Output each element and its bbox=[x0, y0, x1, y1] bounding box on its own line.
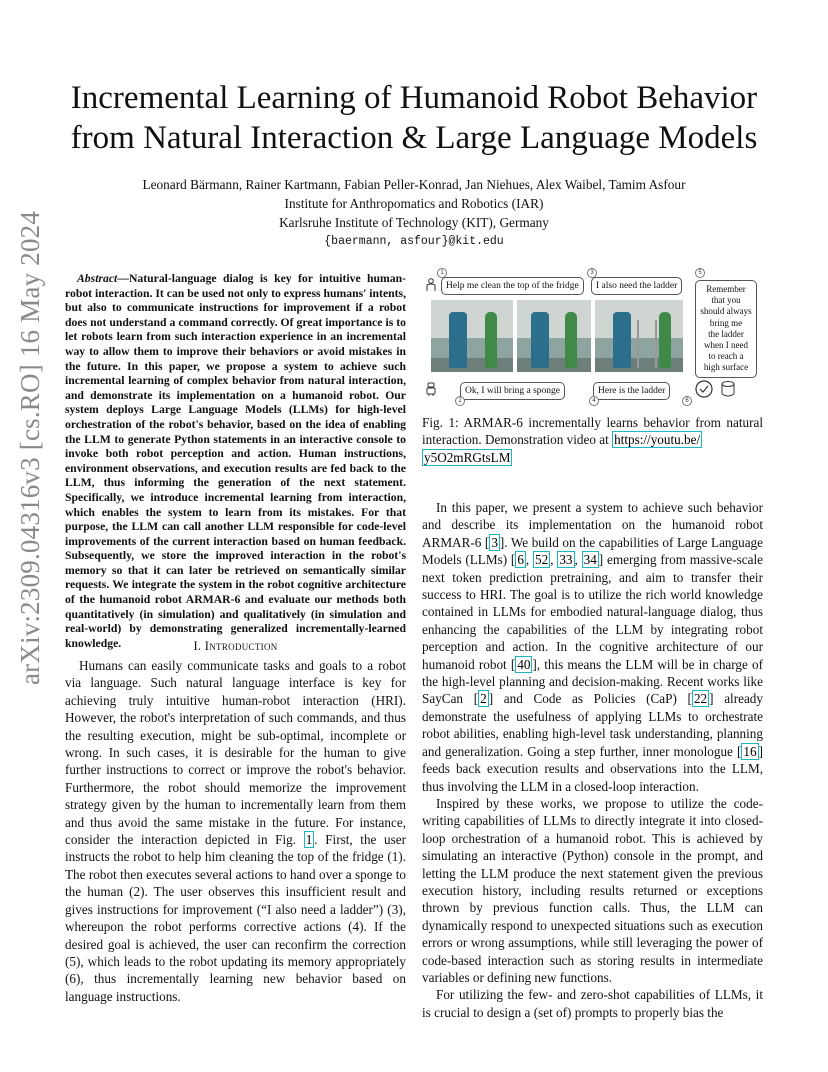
speech-bubble-1: Help me clean the top of the fridge bbox=[441, 277, 584, 295]
figure-1-caption bbox=[422, 414, 763, 466]
step-number-6: 6 bbox=[682, 396, 692, 406]
affiliation-institute: Institute for Anthropomatics and Robotics (IAR) bbox=[284, 196, 544, 211]
step-number-2: 2 bbox=[455, 396, 465, 406]
citation-link[interactable]: 22 bbox=[693, 691, 708, 707]
speech-bubble-2: Ok, I will bring a sponge bbox=[460, 382, 565, 400]
abstract bbox=[65, 272, 406, 651]
author-email: {baermann, asfour}@kit.edu bbox=[324, 235, 504, 248]
memory-update-icon bbox=[693, 378, 715, 400]
robot-icon bbox=[425, 382, 437, 396]
human-figure bbox=[659, 312, 671, 368]
abstract-text: —Natural-language dialog is key for intuitive human-robot interaction. It can be used not only to express humans' intents, but also to communicate instructions for improvement if a robot does not understand a command correctly. Of great importance is to let robots learn from such interaction experience in an incremental way to allow them to improve their behaviors or avoid mistakes in the future. In this paper, we propose a system to achieve such incremental learning of complex behavior from natural interaction, and demonstrate its implementation on a humanoid robot. Our system deploys Large Language Models (LLMs) for high-level orchestration of the robot's behavior, based on the idea of enabling the LLM to generate Python statements in an interactive console to invoke both robot perception and action. Human instructions, environment observations, and execution results are fed back to the LLM, thus informing the generation of the next statement. Specifically, we introduce incremental learning from interaction, which enables the system to learn from its mistakes. For that purpose, the LLM can call another LLM responsible for code-level improvements of the current interaction based on human feedback. Subsequently, we store the improved interaction in the robot's memory so that it can later be retrieved on semantically similar requests. We integrate the system in the robot cognitive architecture of the humanoid robot ARMAR-6 and evaluate our methods both quantitatively (in simulation) and qualitatively (in simulation and real-world) by demonstrating generalized incrementally-learned knowledge. bbox=[65, 272, 406, 650]
step-number-1: 1 bbox=[437, 268, 447, 278]
photo-panel-3 bbox=[595, 300, 683, 372]
citation-link[interactable]: 52 bbox=[535, 552, 549, 568]
robot-figure bbox=[449, 312, 467, 368]
photo-panel-1 bbox=[431, 300, 513, 372]
citation-link[interactable]: 40 bbox=[517, 656, 531, 672]
paragraph-prompts: For utilizing the few- and zero-shot capabilities of LLMs, it is crucial to design a (set of) prompts to properly bias the bbox=[422, 987, 763, 1020]
section-title: Introduction bbox=[204, 639, 278, 653]
abstract-label: Abstract bbox=[77, 272, 118, 285]
speech-bubble-5: Remember that you should always bring me the ladder when I need to reach a high surface bbox=[695, 280, 757, 378]
right-column-body bbox=[422, 499, 763, 1021]
author-block bbox=[40, 175, 788, 251]
human-icon bbox=[425, 278, 437, 292]
intro-text-a: Humans can easily communicate tasks and goals to a robot via language. Such natural language interface is key for achieving truly intuitive human-robot interaction (HRI). However, the robot's interpretation of such commands, and thus the resulting execution, might be sub-optimal, incomplete or wrong. In such cases, it is desirable for the human to give further instructions to correct or improve the robot's behavior. Furthermore, the robot should memorize the improvement strategy given by the human to incrementally learn from them and thus avoid the same mistake in the future. For instance, consider the interaction depicted in Fig. bbox=[65, 658, 406, 848]
robot-figure bbox=[531, 312, 549, 368]
caption-label: Fig. 1: bbox=[422, 415, 459, 430]
database-icon bbox=[719, 380, 737, 398]
citation-link[interactable]: 33 bbox=[559, 552, 573, 568]
speech-bubble-3: I also need the ladder bbox=[591, 277, 682, 295]
figure-1 bbox=[423, 266, 761, 408]
citation-link[interactable]: 34 bbox=[583, 552, 597, 568]
ladder-figure bbox=[637, 320, 657, 368]
robot-figure bbox=[613, 312, 631, 368]
caption-text: ARMAR-6 incrementally learns behavior from natural interaction. Demonstration video at bbox=[422, 415, 763, 448]
video-link[interactable]: https://youtu.be/ bbox=[614, 432, 701, 448]
human-figure bbox=[485, 312, 497, 368]
affiliation-university: Karlsruhe Institute of Technology (KIT), Germany bbox=[279, 215, 549, 230]
video-link-continued[interactable]: y5O2mRGtsLM bbox=[424, 449, 511, 465]
step-number-5: 5 bbox=[695, 268, 705, 278]
section-heading-introduction bbox=[65, 638, 406, 655]
author-list: Leonard Bärmann, Rainer Kartmann, Fabian Peller-Konrad, Jan Niehues, Alex Waibel, Tamim Asfour bbox=[142, 177, 686, 192]
speech-bubble-4: Here is the ladder bbox=[593, 382, 670, 400]
figure-reference-link[interactable]: 1 bbox=[305, 832, 313, 848]
paper-title bbox=[40, 78, 788, 158]
step-number-4: 4 bbox=[589, 396, 599, 406]
paragraph-system-overview: In this paper, we present a system to achieve such behavior and describe its implementation on the humanoid robot ARMAR-6 [ 3 ]. We build on the capabilities of Large Language Models (LLMs) [ 6 , 52 , 33 , 34 ] emerging from massive-scale next token prediction pretraining, and aim to transfer their success to HRI. The goal is to utilize the rich world knowledge contained in LLMs for embodied natural-language dialog, thus enhancing the capabilities of the LLM by integrating robot perception and action. In the cognitive architecture of our humanoid robot [ 40 ], this means the LLM will be in charge of the high-level planning and decision-making. Recent works like SayCan [ 2 ] and Code as Policies (CaP) [ 22 ] already demonstrate the usefulness of applying LLMs to orchestrate robot abilities, enabling high-level task understanding, planning and generalization. Going a step further, inner monologue [ 16 ] feeds back execution results and observations into the LLM, thus involving the LLM in a closed-loop interaction. bbox=[422, 500, 764, 794]
paragraph-code-writing: Inspired by these works, we propose to utilize the code-writing capabilities of LLMs to directly integrate it into closed-loop orchestration of a humanoid robot. This is achieved by simulating an interactive (Python) console in the prompt, and letting the LLM produce the next statement given the previous execution history, including results returned or exceptions thrown by previous function calls. Thus, the LLM can dynamically respond to unexpected situations such as execution errors or wrong assumptions, while still leveraging the power of code-based interaction such as storing results in intermediate variables or defining new functions. bbox=[422, 795, 763, 985]
intro-text-b: . First, the user instructs the robot to help him cleaning the top of the fridge (1). The robot then executes several actions to hand over a sponge to the human (2). The user observes this insufficient result and gives instructions for improvement (“I also need a ladder”) (3), whereupon the robot performs corrective actions (4). If the desired goal is achieved, the user can reconfirm the correction (5), which leads to the robot updating its memory appropriately (6), thus incrementally learning new behavior based on language instructions. bbox=[65, 832, 406, 1004]
title-line-2: from Natural Interaction & Large Language Models bbox=[70, 120, 758, 156]
introduction-body bbox=[65, 657, 406, 1005]
arxiv-identifier: arXiv:2309.04316v3 [cs.RO] 16 May 2024 bbox=[15, 210, 45, 685]
intro-paragraph bbox=[65, 657, 406, 1005]
section-number: I. bbox=[193, 639, 202, 653]
citation-link[interactable]: 16 bbox=[743, 743, 757, 759]
step-number-3: 3 bbox=[587, 268, 597, 278]
citation-link[interactable]: 2 bbox=[480, 691, 487, 707]
photo-panel-2 bbox=[517, 300, 591, 372]
citation-link[interactable]: 3 bbox=[491, 534, 498, 550]
citation-link[interactable]: 6 bbox=[517, 552, 524, 568]
human-figure bbox=[565, 312, 577, 368]
title-line-1: Incremental Learning of Humanoid Robot Behavior bbox=[70, 80, 758, 116]
